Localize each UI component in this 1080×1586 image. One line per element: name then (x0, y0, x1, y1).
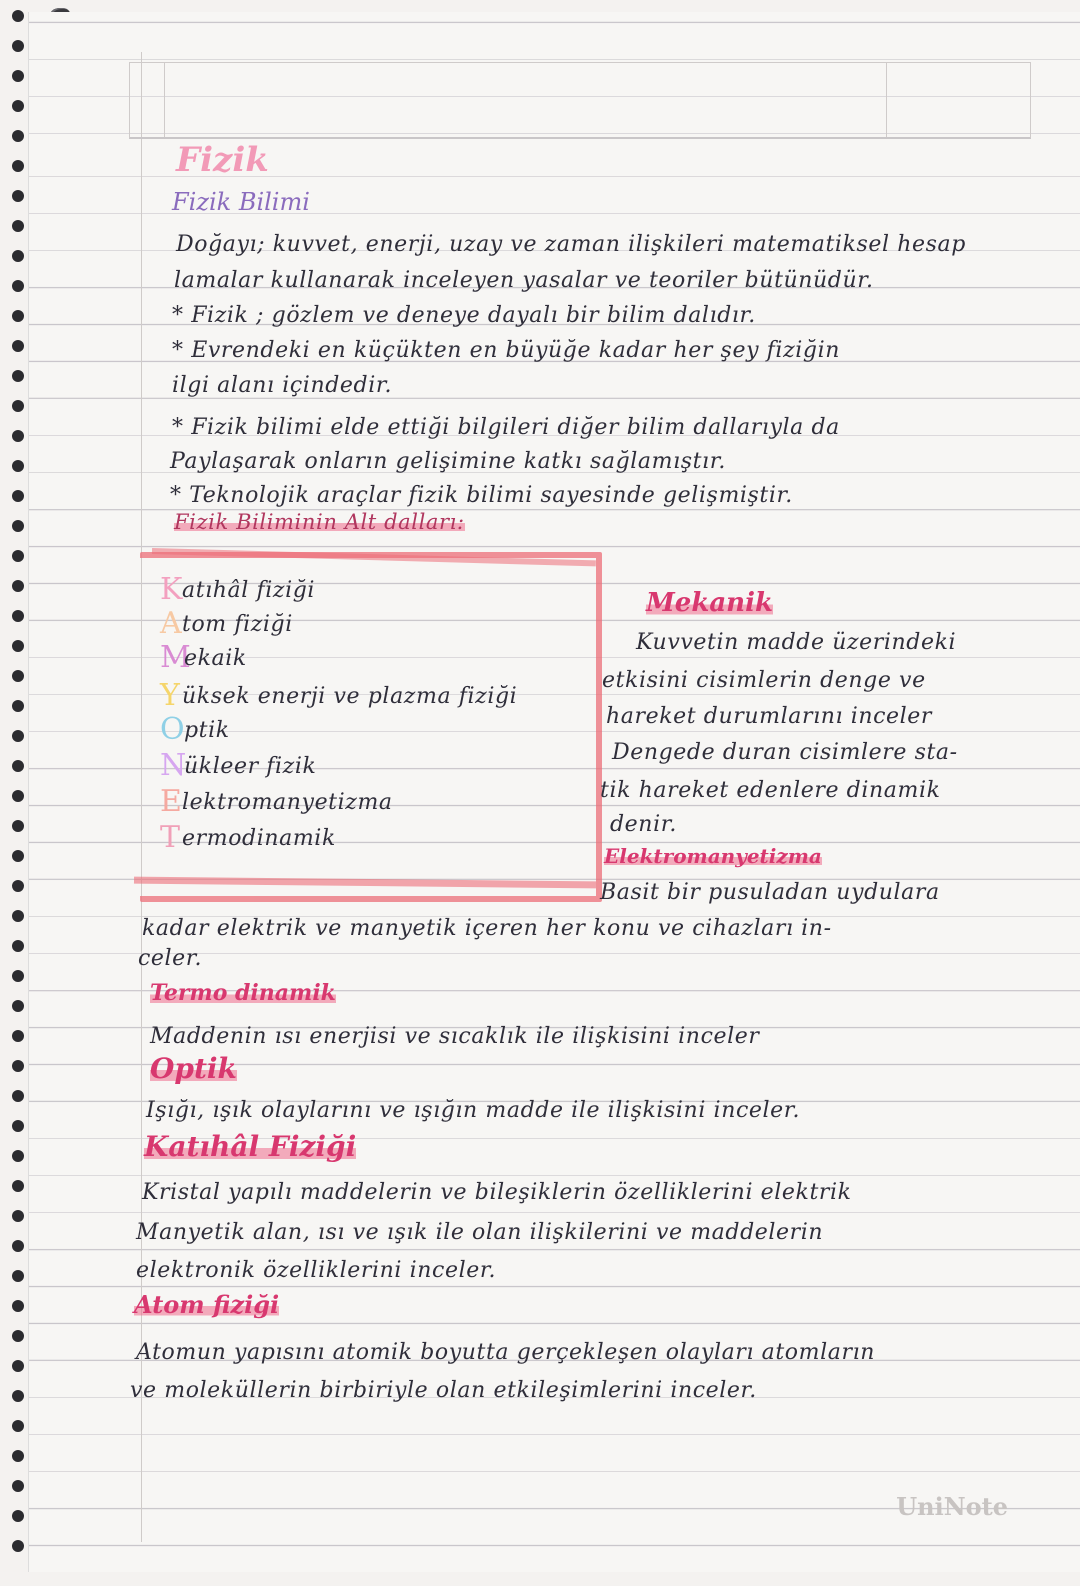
mekanik-line: Dengede duran cisimlere sta- (612, 740, 958, 765)
text-line: Paylaşarak onların gelişimine katkı sağlamıştır. (170, 449, 726, 474)
binding-hole (12, 220, 24, 232)
binding-hole (12, 280, 24, 292)
mekanik-line: denir. (610, 812, 678, 837)
atom-line: ve moleküllerin birbiriyle olan etkileşimlerini inceler. (130, 1378, 757, 1403)
binding-hole (12, 10, 24, 22)
bullet-line: * Fizik bilimi elde ettiği bilgileri diğer bilim dallarıyla da (172, 415, 840, 440)
binding-hole (12, 1480, 24, 1492)
binding-hole (12, 910, 24, 922)
binding-hole (12, 850, 24, 862)
branch-name: tom fiziği (182, 612, 293, 637)
mekanik-line: etkisini cisimlerin denge ve (602, 668, 926, 693)
binding-hole (12, 1150, 24, 1162)
binding-hole (12, 940, 24, 952)
binding-hole (12, 700, 24, 712)
bullet-line: * Evrendeki en küçükten en büyüğe kadar her şey fiziğin (172, 338, 840, 363)
katihal-heading: Katıhâl Fiziği (144, 1130, 357, 1163)
atom-heading: Atom fiziği (134, 1290, 280, 1319)
termo-line: Maddenin ısı enerjisi ve sıcaklık ile ilişkisini inceler (150, 1024, 760, 1049)
binding-hole (12, 1210, 24, 1222)
branch-name: ptik (184, 718, 230, 743)
branch-name: ükleer fizik (184, 754, 317, 779)
binding-hole (12, 1390, 24, 1402)
binding-hole (12, 430, 24, 442)
branch-name: ermodinamik (182, 826, 336, 851)
binding-hole (12, 1510, 24, 1522)
binding-hole (12, 250, 24, 262)
branch-name: ekaik (184, 646, 247, 671)
page-title: Fizik (176, 140, 269, 180)
binding-hole (12, 1060, 24, 1072)
binding-hole (12, 730, 24, 742)
binding-hole (12, 400, 24, 412)
binding-hole (12, 460, 24, 472)
optik-line: Işığı, ışık olaylarını ve ışığın madde ile ilişkisini inceler. (146, 1098, 801, 1123)
atom-line: Atomun yapısını atomik boyutta gerçekleşen olayları atomların (136, 1340, 875, 1365)
binding-hole (12, 1180, 24, 1192)
binding-hole (12, 670, 24, 682)
binding-hole (12, 370, 24, 382)
header-box (129, 62, 1031, 139)
binding-hole (12, 880, 24, 892)
subbranches-label: Fizik Biliminin Alt dalları: (174, 510, 465, 534)
binding-hole (12, 1360, 24, 1372)
binding-hole (12, 820, 24, 832)
optik-heading: Optik (150, 1052, 237, 1085)
text-line: lamalar kullanarak inceleyen yasalar ve teoriler bütünüdür. (174, 268, 874, 293)
acronym-letter: Y (160, 678, 180, 713)
binding-hole (12, 130, 24, 142)
binding-hole (12, 790, 24, 802)
binding-hole (12, 610, 24, 622)
binding-hole (12, 40, 24, 52)
binding-hole (12, 1090, 24, 1102)
branch-name: atıhâl fiziği (182, 578, 316, 603)
elektro-line: kadar elektrik ve manyetik içeren her konu ve cihazları in- (142, 916, 832, 941)
elektro-heading: Elektromanyetizma (604, 844, 822, 868)
acronym-letter: M (160, 640, 191, 675)
binding-hole (12, 340, 24, 352)
binding-hole (12, 70, 24, 82)
binding-hole (12, 1330, 24, 1342)
binding-hole (12, 100, 24, 112)
katihal-line: Kristal yapılı maddelerin ve bileşiklerin özelliklerini elektrik (142, 1180, 852, 1205)
mekanik-heading: Mekanik (646, 588, 773, 618)
watermark-logo: UniNote (896, 1492, 1008, 1521)
binding-hole (12, 1420, 24, 1432)
binding-hole (12, 1030, 24, 1042)
binding-hole (12, 160, 24, 172)
section-heading: Fizik Bilimi (172, 188, 310, 216)
katihal-line: Manyetik alan, ısı ve ışık ile olan ilişkilerini ve maddelerin (136, 1220, 824, 1245)
binding-hole (12, 190, 24, 202)
mekanik-line: Kuvvetin madde üzerindeki (636, 630, 957, 655)
elektro-line: celer. (138, 946, 203, 971)
text-line: ilgi alanı içindedir. (172, 373, 393, 398)
binding-hole (12, 1450, 24, 1462)
acronym-letter: T (160, 820, 181, 855)
katihal-line: elektronik özelliklerini inceler. (136, 1258, 497, 1283)
binding-hole (12, 970, 24, 982)
binding-hole (12, 760, 24, 772)
branch-name: lektromanyetizma (182, 790, 393, 815)
binding-hole (12, 1300, 24, 1312)
binding-hole (12, 1000, 24, 1012)
binding-hole (12, 1120, 24, 1132)
binding-hole (12, 490, 24, 502)
binding-hole (12, 580, 24, 592)
binding-hole (12, 550, 24, 562)
mekanik-line: hareket durumlarını inceler (606, 704, 933, 729)
acronym-letter: A (160, 606, 182, 641)
binding-hole (12, 520, 24, 532)
bullet-line: * Fizik ; gözlem ve deneye dayalı bir bilim dalıdır. (172, 303, 756, 328)
text-line: Doğayı; kuvvet, enerji, uzay ve zaman ilişkileri matematiksel hesap (176, 232, 966, 257)
mekanik-line: tik hareket edenlere dinamik (600, 778, 941, 803)
acronym-letter: E (160, 784, 182, 819)
binding-hole (12, 640, 24, 652)
binding-hole (12, 310, 24, 322)
elektro-line: Basit bir pusuladan uydulara (600, 880, 940, 905)
termo-heading: Termo dinamik (150, 980, 336, 1006)
branch-name: üksek enerji ve plazma fiziği (182, 684, 518, 709)
binding-hole (12, 1240, 24, 1252)
bullet-line: * Teknolojik araçlar fizik bilimi sayesinde gelişmiştir. (170, 483, 793, 508)
acronym-letter: K (160, 572, 183, 607)
binding-hole (12, 1270, 24, 1282)
acronym-letter: O (160, 712, 185, 747)
acronym-letter: N (160, 748, 187, 783)
binding-hole (12, 1540, 24, 1552)
